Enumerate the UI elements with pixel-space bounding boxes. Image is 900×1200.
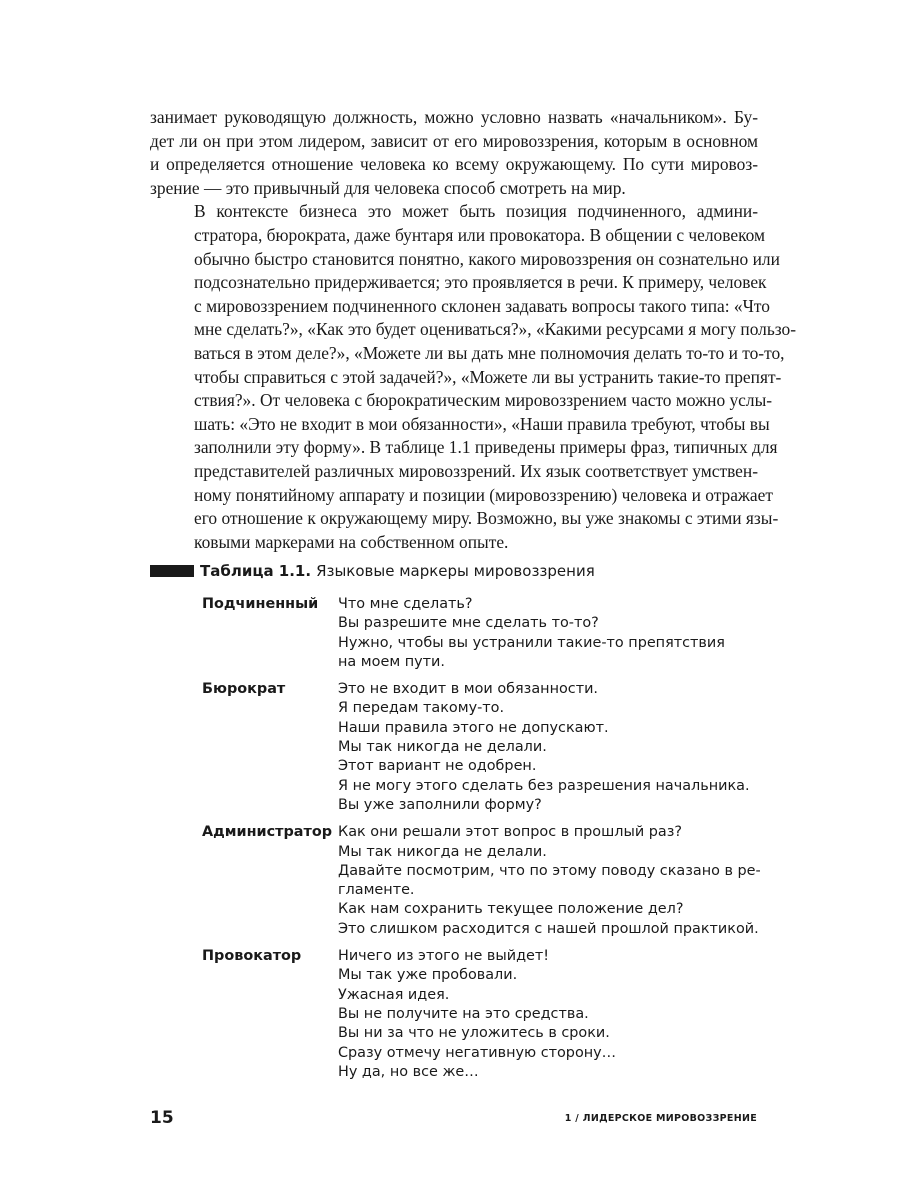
page-number: 15 xyxy=(150,1108,174,1128)
phrase: Вы разрешите мне сделать то-то? xyxy=(338,615,599,632)
phrase: гламенте. xyxy=(338,882,415,899)
phrase: Этот вариант не одобрен. xyxy=(338,758,537,775)
text-line: ковыми маркерами на собственном опыте. xyxy=(194,531,509,552)
text-line: его отношение к окружающему миру. Возможно, вы уже знакомы с этими язы- xyxy=(194,508,779,529)
text-line: ваться в этом деле?», «Можете ли вы дать мне полномочия делать то-то и то-то, xyxy=(194,342,785,363)
phrase: Сразу отмечу негативную сторону… xyxy=(338,1044,617,1061)
phrase: Вы ни за что не уложитесь в сроки. xyxy=(338,1025,610,1042)
phrase: Ничего из этого не выйдет! xyxy=(338,948,550,965)
phrase: Ну да, но все же… xyxy=(338,1063,479,1080)
phrase-list xyxy=(338,947,762,1082)
text-line: с мировоззрением подчиненного склонен задавать вопросы такого типа: «Что xyxy=(194,295,770,316)
phrase: Я передам такому-то. xyxy=(338,700,505,717)
phrase: Ужасная идея. xyxy=(338,986,450,1003)
phrase: Вы уже заполнили форму? xyxy=(338,796,542,813)
text-line: ному понятийному аппарату и позиции (мировоззрению) человека и отражает xyxy=(194,484,773,505)
phrase-list xyxy=(338,680,762,815)
phrase: Как нам сохранить текущее положение дел? xyxy=(338,901,684,918)
table-caption xyxy=(150,559,595,583)
running-footer-chapter: 1 / ЛИДЕРСКОЕ МИРОВОЗЗРЕНИЕ xyxy=(564,1113,757,1124)
marker-group xyxy=(202,947,762,1082)
text-line: зрение — это привычный для человека способ смотреть на мир. xyxy=(150,177,626,198)
phrase: Мы так никогда не делали. xyxy=(338,843,547,860)
text-line: дет ли он при этом лидером, зависит от его мировоззрения, которым в основном xyxy=(150,130,758,151)
caption-bar-marker xyxy=(150,565,194,577)
text-line: чтобы справиться с этой задачей?», «Можете ли вы устранить такие-то препят- xyxy=(194,366,782,387)
text-line: представителей различных мировоззрений. Их язык соответствует умствен- xyxy=(194,460,758,481)
text-line: мне сделать?», «Как это будет оцениваться?», «Какими ресурсами я могу пользо- xyxy=(194,319,797,340)
phrase: Вы не получите на это средства. xyxy=(338,1005,589,1022)
text-line: стратора, бюрократа, даже бунтаря или провокатора. В общении с человеком xyxy=(194,224,766,245)
phrase: Давайте посмотрим, что по этому поводу сказано в ре- xyxy=(338,862,761,879)
phrase-list xyxy=(338,823,762,939)
text-line: заполнили эту форму». В таблице 1.1 приведены примеры фраз, типичных для xyxy=(194,437,778,458)
phrase: Я не могу этого сделать без разрешения начальника. xyxy=(338,777,750,794)
text-line: подсознательно придерживается; это проявляется в речи. К примеру, человек xyxy=(194,272,767,293)
phrase: Мы так никогда не делали. xyxy=(338,739,547,756)
phrase: Мы так уже пробовали. xyxy=(338,967,518,984)
marker-group xyxy=(202,823,762,939)
worldview-label: Провокатор xyxy=(202,948,302,965)
phrase: Нужно, чтобы вы устранили такие-то препятствия xyxy=(338,634,725,651)
text-line: шать: «Это не входит в мои обязанности», «Наши правила требуют, чтобы вы xyxy=(194,413,770,434)
marker-group xyxy=(202,680,762,815)
text-line: и определяется отношение человека ко всему окружающему. По сути мировоз- xyxy=(150,154,758,175)
worldview-markers-table xyxy=(202,595,762,1090)
table-number: Таблица 1.1. xyxy=(200,562,312,580)
text-line: обычно быстро становится понятно, какого мировоззрения он сознательно или xyxy=(194,248,780,269)
text-line: занимает руководящую должность, можно условно назвать «начальником». Бу- xyxy=(150,107,758,127)
paragraph-1 xyxy=(150,106,758,200)
phrase: на моем пути. xyxy=(338,653,445,670)
phrase: Как они решали этот вопрос в прошлый раз? xyxy=(338,824,683,841)
phrase: Это не входит в мои обязанности. xyxy=(338,681,599,698)
text-line: В контексте бизнеса это может быть позиция подчиненного, админи- xyxy=(194,201,758,222)
phrase: Что мне сделать? xyxy=(338,596,473,612)
worldview-label: Подчиненный xyxy=(202,596,319,612)
text-line: ствия?». От человека с бюрократическим мировоззрением часто можно услы- xyxy=(194,390,773,411)
phrase: Наши правила этого не допускают. xyxy=(338,719,609,736)
phrase-list xyxy=(338,595,762,672)
marker-group xyxy=(202,595,762,672)
worldview-label: Администратор xyxy=(202,824,333,841)
body-text xyxy=(150,106,797,554)
table-title: Языковые маркеры мировоззрения xyxy=(316,562,595,580)
phrase: Это слишком расходится с нашей прошлой практикой. xyxy=(338,920,759,937)
paragraph-2 xyxy=(150,200,797,554)
worldview-label: Бюрократ xyxy=(202,681,286,698)
